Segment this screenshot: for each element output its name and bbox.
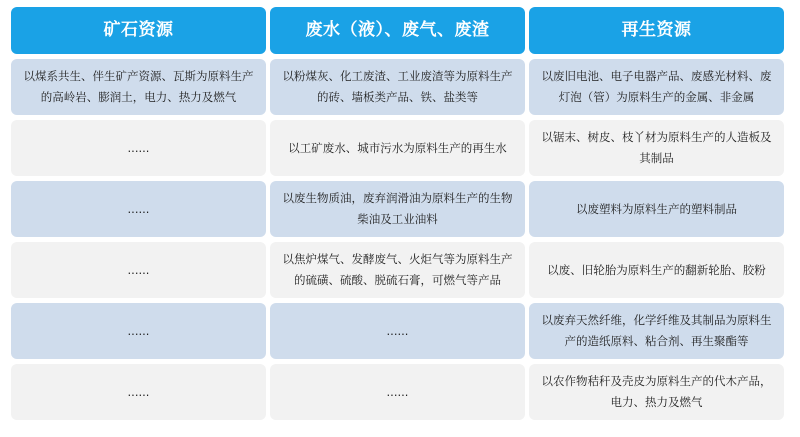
table-row (11, 242, 785, 298)
header-ore-resources (11, 7, 266, 54)
cell-text: 以废弃天然纤维，化学纤维及其制品为原料生产的造纸原料、粘合剂、再生聚酯等 (541, 313, 772, 348)
cell-text: 以锯末、树皮、枝丫材为原料生产的人造板及其制品 (541, 130, 772, 165)
cell-text: 以废生物质油，废弃润滑油为原料生产的生物柴油及工业油料 (282, 191, 513, 226)
table-cell (529, 303, 784, 359)
resource-table (11, 7, 785, 425)
table-header-row (11, 7, 785, 54)
cell-text: ...... (386, 384, 409, 399)
table-row (11, 59, 785, 115)
table-cell (270, 181, 525, 237)
header-renewable-resources (529, 7, 784, 54)
table-cell (11, 242, 266, 298)
cell-text: 以废、旧轮胎为原料生产的翻新轮胎、胶粉 (547, 262, 766, 277)
cell-text: 以工矿废水、城市污水为原料生产的再生水 (288, 140, 507, 155)
table-cell (270, 59, 525, 115)
table-cell (270, 242, 525, 298)
cell-text: 以煤系共生、伴生矿产资源、瓦斯为原料生产的高岭岩、膨润土，电力、热力及燃气 (23, 69, 254, 104)
table-cell (11, 181, 266, 237)
table-cell (529, 181, 784, 237)
table-row (11, 303, 785, 359)
table-cell (11, 59, 266, 115)
table-cell (529, 242, 784, 298)
table-cell (270, 364, 525, 420)
header-waste (270, 7, 525, 54)
cell-text: 以农作物秸秆及壳皮为原料生产的代木产品，电力、热力及燃气 (541, 374, 772, 409)
cell-text: 以焦炉煤气、发酵废气、火炬气等为原料生产的硫磺、硫酸、脱硫石膏，可燃气等产品 (282, 252, 513, 287)
header-label: 再生资源 (621, 20, 692, 40)
cell-text: ...... (127, 140, 150, 155)
cell-text: 以粉煤灰、化工废渣、工业废渣等为原料生产的砖、墙板类产品、铁、盐类等 (282, 69, 513, 104)
table-cell (529, 364, 784, 420)
cell-text: 以废塑料为原料生产的塑料制品 (576, 201, 737, 216)
table-cell (529, 59, 784, 115)
cell-text: ...... (127, 262, 150, 277)
table-row (11, 364, 785, 420)
table-cell (11, 303, 266, 359)
cell-text: ...... (386, 323, 409, 338)
header-label: 矿石资源 (103, 20, 174, 40)
cell-text: ...... (127, 384, 150, 399)
table-cell (11, 364, 266, 420)
cell-text: ...... (127, 201, 150, 216)
table-cell (270, 120, 525, 176)
table-row (11, 120, 785, 176)
header-label: 废水（液）、废气、废渣 (305, 20, 490, 40)
cell-text: 以废旧电池、电子电器产品、废感光材料、废灯泡（管）为原料生产的金属、非金属 (541, 69, 772, 104)
table-cell (11, 120, 266, 176)
table-cell (270, 303, 525, 359)
cell-text: ...... (127, 323, 150, 338)
table-row (11, 181, 785, 237)
table-cell (529, 120, 784, 176)
